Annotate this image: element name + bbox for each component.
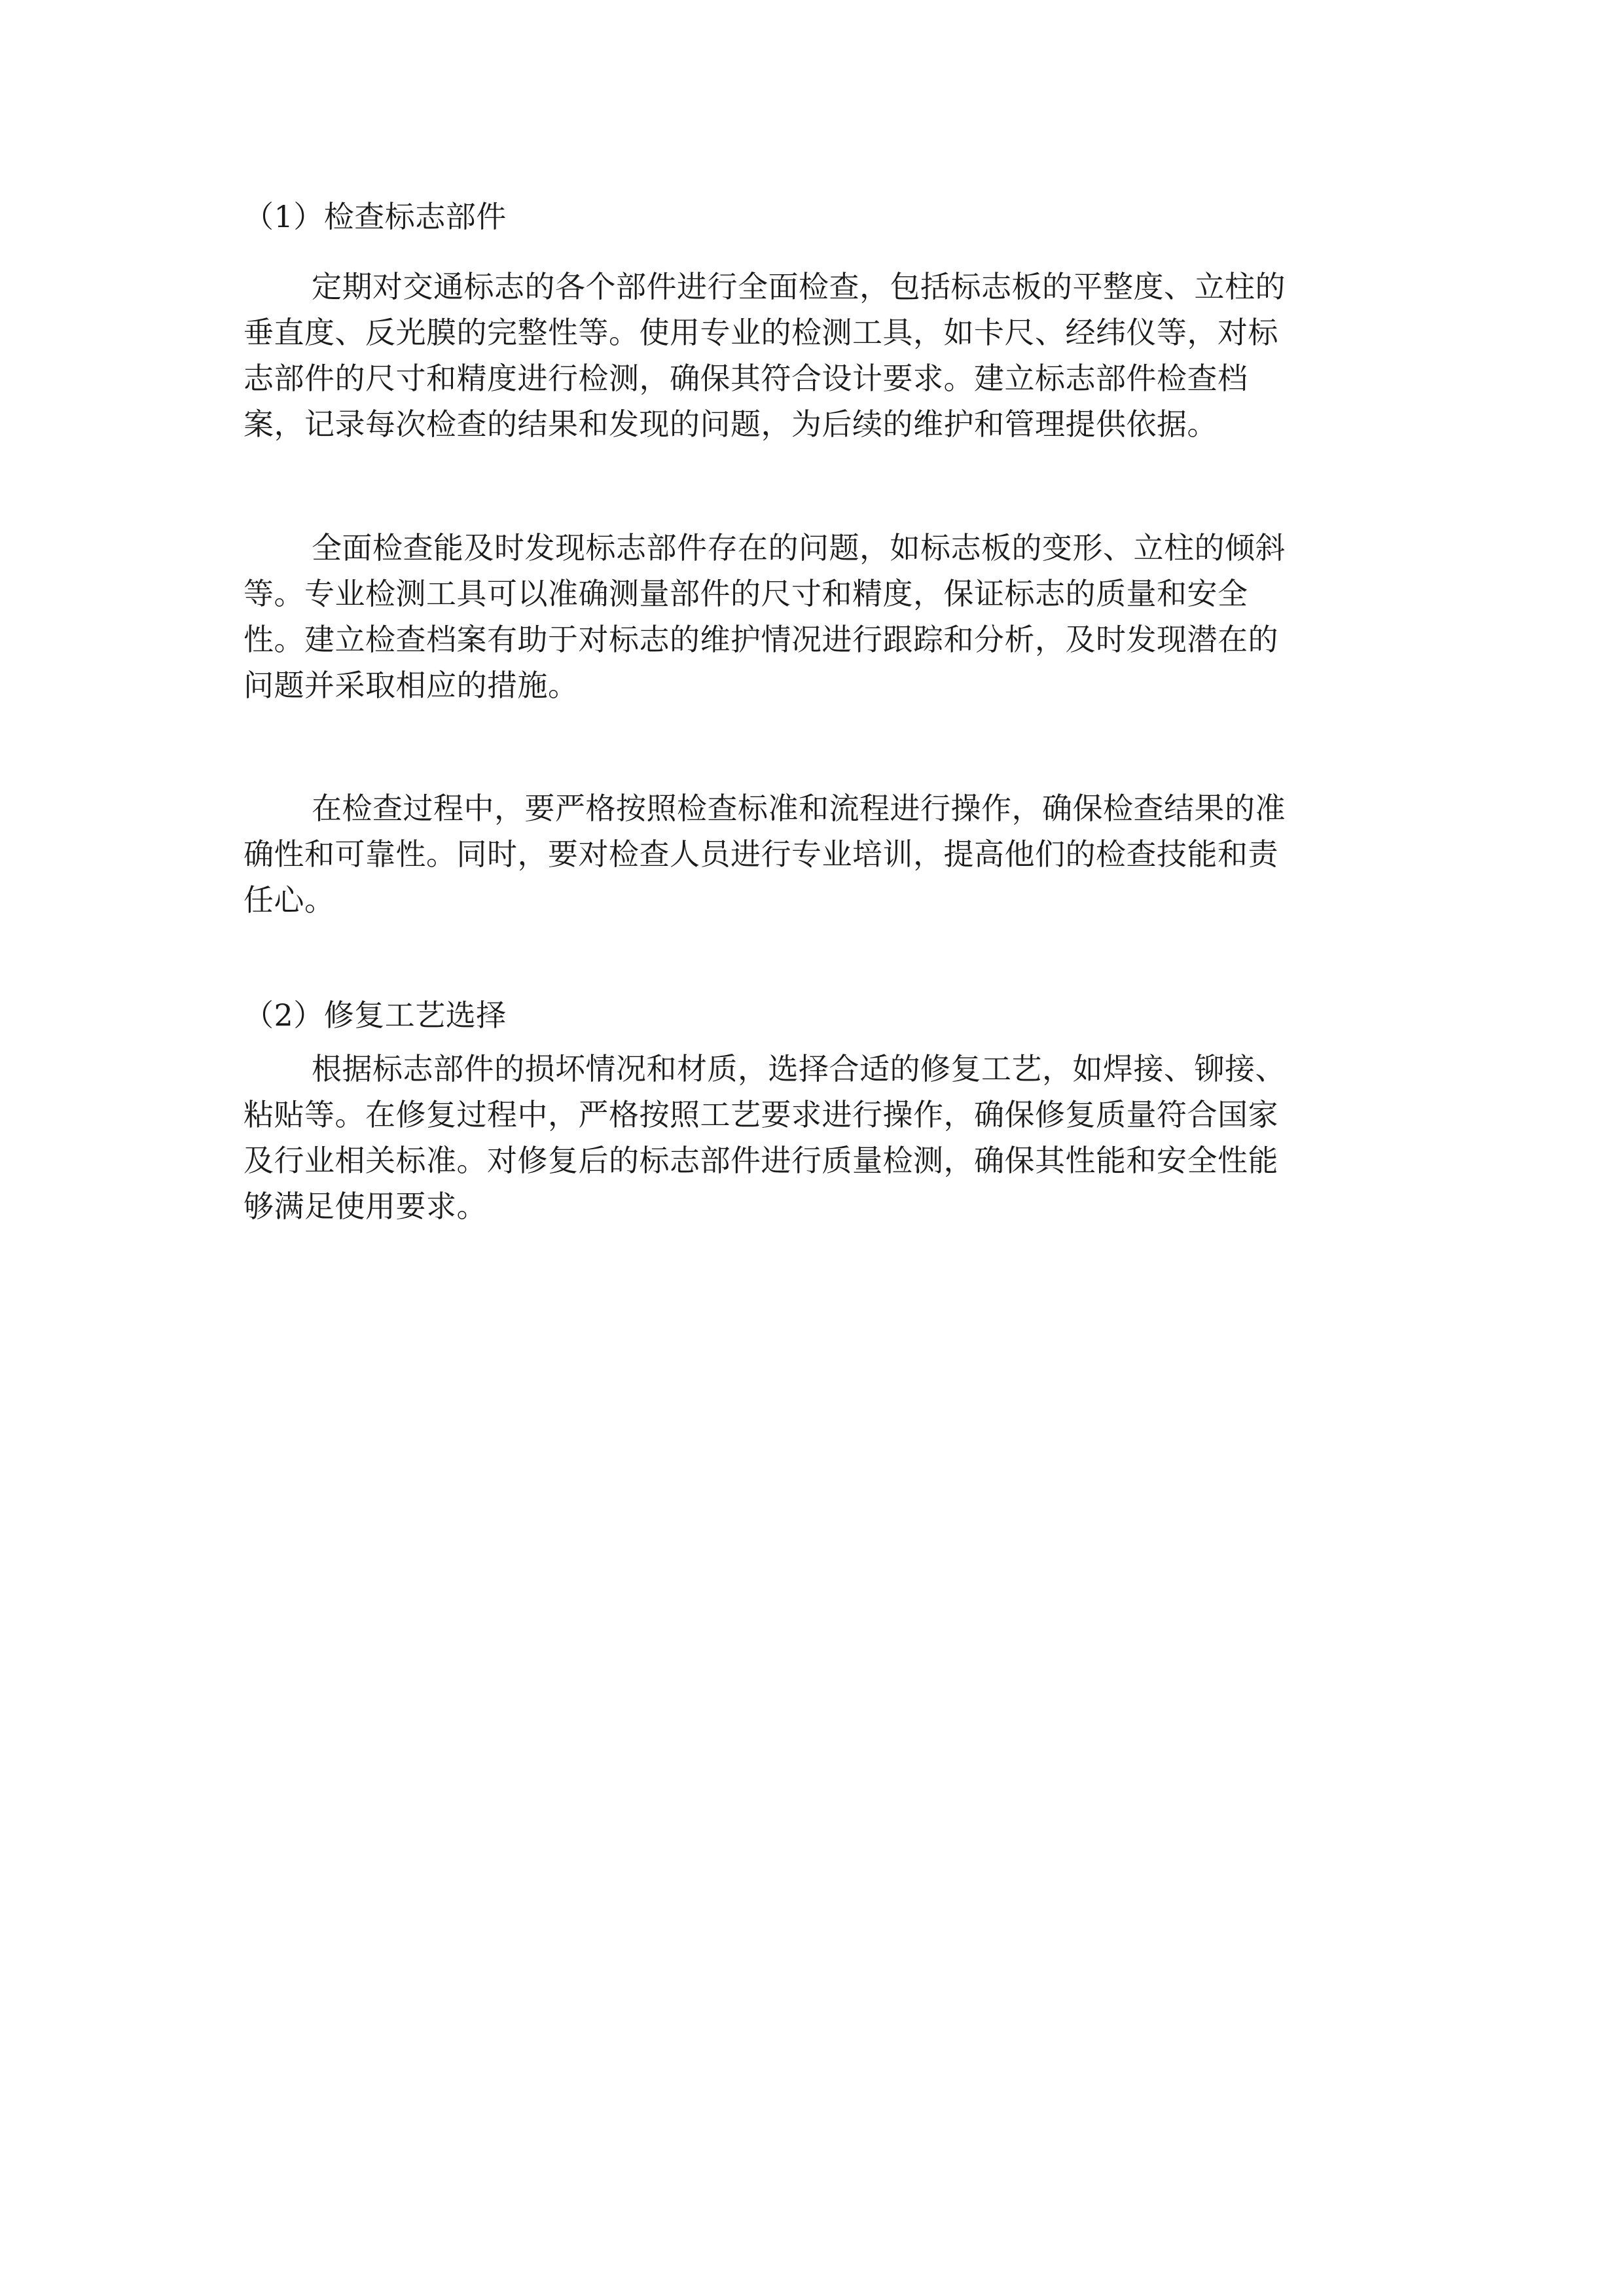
paragraph-line: 案，记录每次检查的结果和发现的问题，为后续的维护和管理提供依据。: [244, 406, 1218, 442]
document-page: [244, 0, 1376, 2296]
section-heading-repair-process: （2）修复工艺选择: [244, 997, 507, 1033]
paragraph-inspection-benefits: [244, 525, 1286, 708]
paragraph-line: 根据标志部件的损坏情况和材质，选择合适的修复工艺，如焊接、铆接、: [312, 1051, 1286, 1086]
paragraph-line: 等。专业检测工具可以准确测量部件的尺寸和精度，保证标志的质量和安全: [244, 576, 1248, 611]
paragraph-line: 粘贴等。在修复过程中，严格按照工艺要求进行操作，确保修复质量符合国家: [244, 1097, 1278, 1132]
paragraph-inspection-process: [244, 785, 1286, 923]
paragraph-line: 确性和可靠性。同时，要对检查人员进行专业培训，提高他们的检查技能和责: [244, 836, 1278, 872]
paragraph-inspection-scope: [244, 264, 1286, 447]
paragraph-line: 问题并采取相应的措施。: [244, 668, 579, 703]
paragraph-line: 在检查过程中，要严格按照检查标准和流程进行操作，确保检查结果的准: [312, 791, 1286, 826]
paragraph-line: 志部件的尺寸和精度进行检测，确保其符合设计要求。建立标志部件检查档: [244, 361, 1248, 396]
paragraph-line: 垂直度、反光膜的完整性等。使用专业的检测工具，如卡尺、经纬仪等，对标: [244, 315, 1278, 350]
paragraph-line: 定期对交通标志的各个部件进行全面检查，包括标志板的平整度、立柱的: [312, 269, 1286, 304]
paragraph-line: 全面检查能及时发现标志部件存在的问题，如标志板的变形、立柱的倾斜: [312, 530, 1286, 565]
paragraph-line: 性。建立检查档案有助于对标志的维护情况进行跟踪和分析，及时发现潜在的: [244, 622, 1278, 657]
paragraph-line: 及行业相关标准。对修复后的标志部件进行质量检测，确保其性能和安全性能: [244, 1143, 1278, 1178]
paragraph-repair-process: [244, 1046, 1286, 1229]
paragraph-line: 够满足使用要求。: [244, 1189, 487, 1224]
paragraph-line: 任心。: [244, 882, 335, 918]
section-heading-inspect-parts: （1）检查标志部件: [244, 199, 507, 234]
